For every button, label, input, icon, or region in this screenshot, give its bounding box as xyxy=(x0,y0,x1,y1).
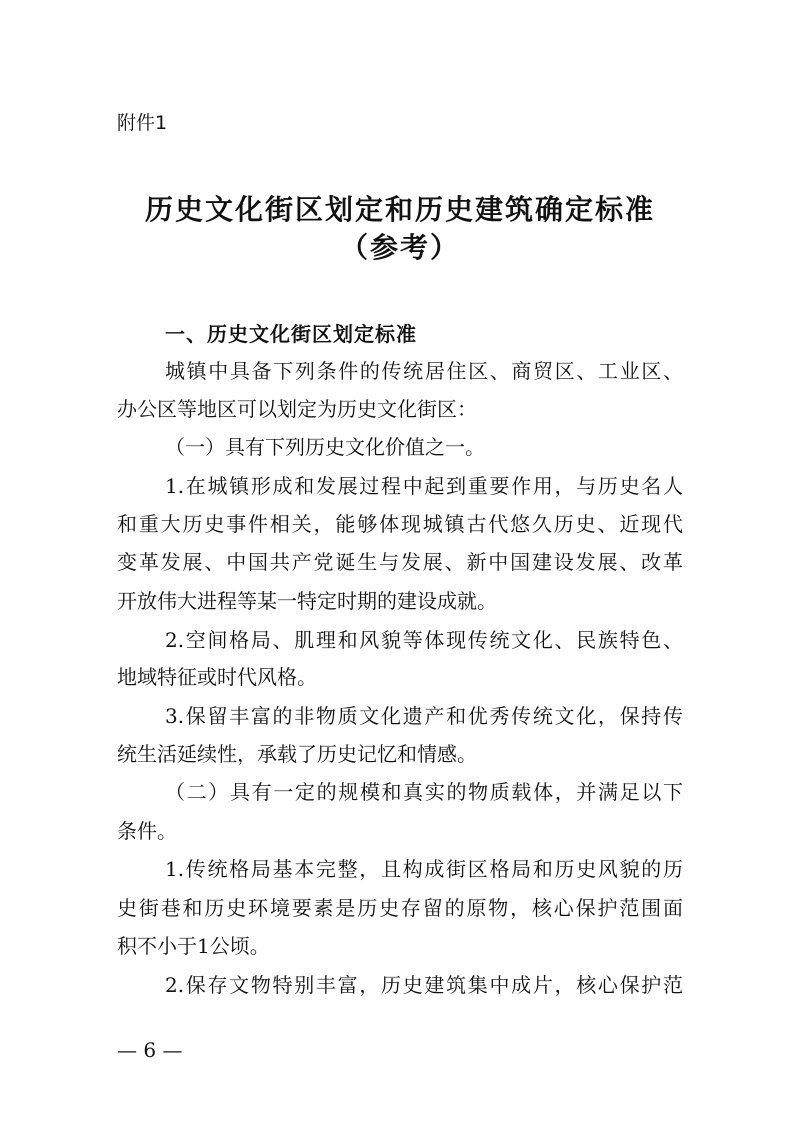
body-line: 统生活延续性，承载了历史记忆和情感。 xyxy=(117,742,477,766)
body-line: 开放伟大进程等某一特定时期的建设成就。 xyxy=(117,589,497,613)
body-line: 城镇中具备下列条件的传统居住区、商贸区、工业区、 xyxy=(165,359,683,383)
attachment-label: 附件1 xyxy=(117,112,168,134)
section-heading: 一、历史文化街区划定标准 xyxy=(165,322,417,346)
page-number: — 6 — xyxy=(117,1038,183,1062)
subsection-heading: （二）具有一定的规模和真实的物质载体，并满足以下 xyxy=(165,780,683,804)
body-line: 和重大历史事件相关，能够体现城镇古代悠久历史、近现代 xyxy=(117,512,683,536)
document-title: 历史文化街区划定和历史建筑确定标准 xyxy=(144,193,655,226)
body-line: 1.在城镇形成和发展过程中起到重要作用，与历史名人 xyxy=(165,474,683,498)
body-line: 变革发展、中国共产党诞生与发展、新中国建设发展、改革 xyxy=(117,550,683,574)
subsection-heading: （一）具有下列历史文化价值之一。 xyxy=(165,435,485,459)
body-line: 2.空间格局、肌理和风貌等体现传统文化、民族特色、 xyxy=(165,628,683,652)
body-line: 3.保留丰富的非物质文化遗产和优秀传统文化，保持传 xyxy=(165,704,683,728)
body-line: 办公区等地区可以划定为历史文化街区： xyxy=(117,397,477,421)
body-line: 史街巷和历史环境要素是历史存留的原物，核心保护范围面 xyxy=(117,896,683,920)
body-line: 地域特征或时代风格。 xyxy=(117,665,317,689)
document-subtitle: （参考） xyxy=(339,231,460,264)
body-line: 条件。 xyxy=(117,819,177,843)
body-line: 积不小于1公顷。 xyxy=(117,934,270,958)
body-line: 1.传统格局基本完整，且构成街区格局和历史风貌的历 xyxy=(165,857,683,881)
body-line: 2.保存文物特别丰富，历史建筑集中成片，核心保护范 xyxy=(165,973,683,997)
